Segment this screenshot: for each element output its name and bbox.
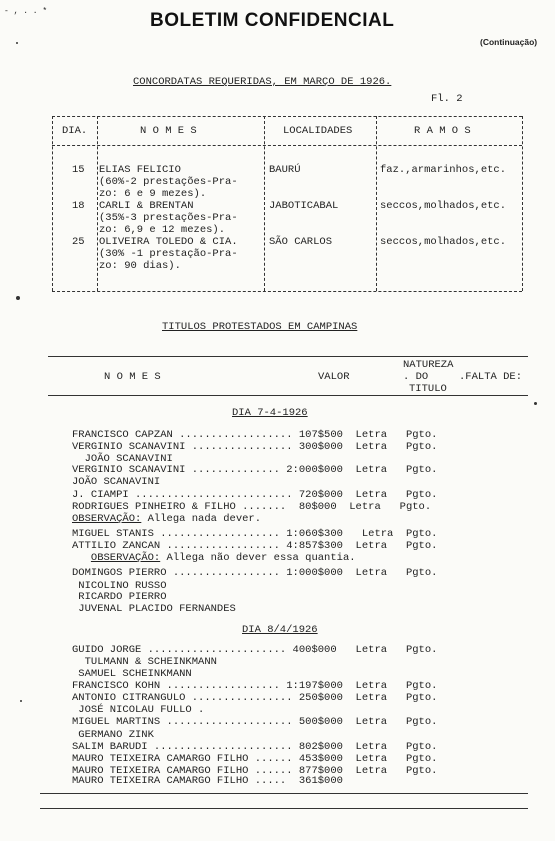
protesto-line: JUVENAL PLACIDO FERNANDES	[72, 603, 236, 615]
row-nome: OLIVEIRA TOLEDO & CIA.	[99, 236, 238, 248]
protestados-heading: TITULOS PROTESTADOS EM CAMPINAS	[162, 321, 358, 333]
protesto-line: TULMANN & SCHEINKMANN	[72, 656, 217, 668]
table-rule	[48, 356, 528, 357]
row-nome: ELIAS FELICIO	[99, 164, 181, 176]
concordatas-heading: CONCORDATAS REQUERIDAS, EM MARÇO DE 1926.	[133, 76, 392, 88]
column-header-nomes: N O M E S	[104, 371, 161, 383]
row-nome-detail: (60%-2 prestações-Pra-	[99, 176, 238, 188]
row-nome-detail: (30% -1 prestação-Pra-	[99, 248, 238, 260]
protesto-line: NICOLINO RUSSO	[72, 580, 167, 592]
column-header-falta: .FALTA DE:	[459, 371, 523, 383]
protesto-line: ATTILIO ZANCAN .................. 4:857$300 Letra Pgto.	[72, 540, 438, 552]
protesto-line: VERGINIO SCANAVINI .............. 2:000$000 Letra Pgto.	[72, 464, 438, 476]
row-nome-detail: zo: 6,9 e 12 mezes).	[99, 224, 226, 236]
document-title: BOLETIM CONFIDENCIAL	[150, 10, 395, 31]
protesto-line: JOÃO SCANAVINI	[72, 476, 161, 488]
scan-speck	[16, 296, 20, 300]
row-ramo: seccos,molhados,etc.	[380, 236, 507, 248]
row-nome: CARLI & BRENTAN	[99, 200, 194, 212]
protesto-line: MAURO TEIXEIRA CAMARGO FILHO ...... 453$000 Letra Pgto.	[72, 753, 438, 765]
table-rule	[40, 808, 528, 809]
protesto-line: JOSÉ NICOLAU FULLO .	[72, 704, 205, 716]
protesto-line: MIGUEL STANIS ................... 1:060$300 Letra Pgto.	[72, 528, 438, 540]
page-number: Fl. 2	[431, 93, 463, 105]
row-nome-detail: zo: 90 dias).	[99, 260, 181, 272]
scan-marks: - , . . *	[4, 7, 48, 16]
protesto-line: J. CIAMPI ......................... 720$000 Letra Pgto.	[72, 489, 438, 501]
observation-label: OBSERVAÇÃO:	[72, 513, 142, 525]
date-heading: DIA 8/4/1926	[242, 624, 318, 636]
protesto-line: FRANCISCO KOHN .................. 1:197$000 Letra Pgto.	[72, 680, 438, 692]
row-localidade: SÃO CARLOS	[269, 236, 333, 248]
protesto-line: ANTONIO CITRANGULO ................ 250$000 Letra Pgto.	[72, 692, 438, 704]
row-nome-detail: zo: 6 e 9 mezes).	[99, 188, 207, 200]
observation-label: OBSERVAÇÃO:	[90, 552, 161, 564]
protesto-line: GUIDO JORGE ...................... 400$000 Letra Pgto.	[72, 644, 438, 656]
column-header-natureza: TITULO	[409, 383, 447, 395]
protesto-line: SAMUEL SCHEINKMANN	[72, 668, 192, 680]
protesto-line: FRANCISCO CAPZAN .................. 107$500 Letra Pgto.	[72, 429, 438, 441]
protesto-line: VERGINIO SCANAVINI ................ 300$000 Letra Pgto.	[72, 441, 438, 453]
table-rule	[40, 793, 528, 794]
date-heading: DIA 7-4-1926	[232, 407, 308, 419]
continuation-label: (Continuação)	[480, 37, 538, 47]
scan-speck	[16, 42, 18, 44]
protesto-line: MAURO TEIXEIRA CAMARGO FILHO ...... 877$000 Letra Pgto.	[72, 765, 438, 777]
protesto-line: MAURO TEIXEIRA CAMARGO FILHO ..... 361$000	[72, 775, 343, 787]
row-nome-detail: (35%-3 prestações-Pra-	[99, 212, 238, 224]
row-dia: 18	[72, 200, 85, 212]
table-rule	[48, 395, 528, 396]
column-header-ramos: R A M O S	[414, 125, 471, 137]
row-dia: 15	[72, 164, 85, 176]
column-header-nomes: N O M E S	[140, 125, 197, 137]
scan-speck	[20, 700, 22, 702]
observation-line: OBSERVAÇÃO: Allega nada dever.	[72, 513, 262, 525]
observation-line: OBSERVAÇÃO: Allega não dever essa quantia.	[90, 552, 356, 564]
protesto-line: MIGUEL MARTINS .................... 500$000 Letra Pgto.	[72, 716, 438, 728]
row-dia: 25	[72, 236, 85, 248]
row-ramo: seccos,molhados,etc.	[380, 200, 507, 212]
protesto-line: SALIM BARUDI ...................... 802$000 Letra Pgto.	[72, 741, 438, 753]
row-ramo: faz.,armarinhos,etc.	[380, 164, 507, 176]
column-header-valor: VALOR	[318, 371, 350, 383]
protesto-line: DOMINGOS PIERRO ................. 1:000$000 Letra Pgto.	[72, 567, 438, 579]
protesto-line: JOÃO SCANAVINI	[72, 453, 173, 465]
column-header-natureza: . DO	[403, 371, 429, 383]
row-localidade: BAURÚ	[269, 164, 301, 176]
scan-speck	[534, 402, 537, 405]
column-header-localidades: LOCALIDADES	[283, 125, 353, 137]
column-header-dia: DIA.	[62, 125, 88, 137]
protesto-line: RICARDO PIERRO	[72, 591, 167, 603]
column-header-natureza: NATUREZA	[403, 359, 454, 371]
protesto-line: RODRIGUES PINHEIRO & FILHO ....... 80$000 Letra Pgto.	[72, 501, 432, 513]
protesto-line: GERMANO ZINK	[72, 729, 154, 741]
row-localidade: JABOTICABAL	[269, 200, 339, 212]
